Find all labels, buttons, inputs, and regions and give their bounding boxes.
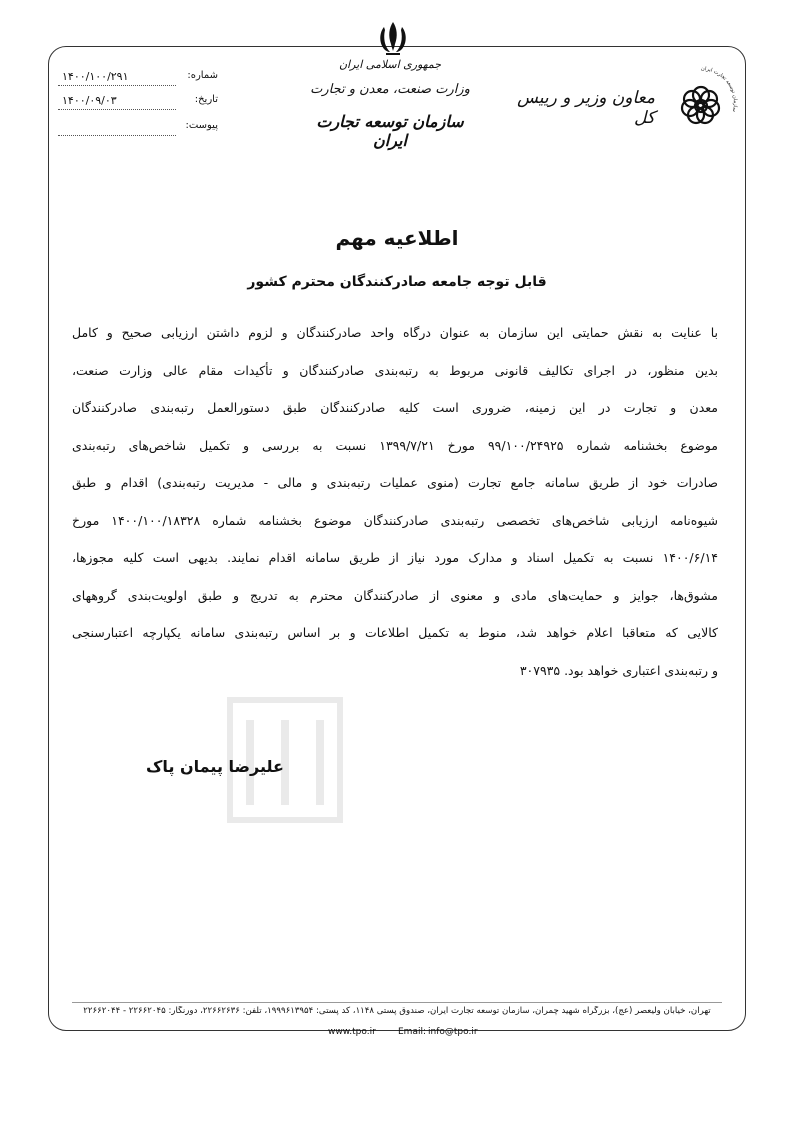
footer-email <box>398 1027 478 1037</box>
body-line: شیوه‌نامه ارزیابی شاخص‌های تخصصی رتبه‌بندی صادرکنندگان موضوع بخشنامه شماره ۱۴۰۰/۱۰۰/۱۸۳۲۸ مورخ <box>72 512 718 528</box>
letter-date-line <box>58 109 176 110</box>
signatory-name: علیرضا پیمان پاک <box>146 757 284 776</box>
letter-number-label: شماره: <box>187 70 218 81</box>
body-line: با عنایت به نقش حمایتی این سازمان به عنوان درگاه واحد صادرکنندگان و لزوم داشتن ارزیابی صحیح و کامل <box>72 325 718 340</box>
attachment-row <box>58 120 218 138</box>
body-line: کالایی که متعاقبا اعلام خواهد شد، منوط به تکمیل اطلاعات و بر اساس رتبه‌بندی سامانه یکپارچه اعتبارسنجی <box>72 625 718 640</box>
notice-body <box>72 320 718 695</box>
footer-website-link[interactable]: www.tpo.ir <box>328 1027 376 1037</box>
body-line: معدن و تجارت در این زمینه، ضروری است کلیه صادرکنندگان طبق دستورالعمل رتبه‌بندی صادرکنندگان <box>72 400 718 415</box>
body-line: و رتبه‌بندی اعتباری خواهد بود. ۳۰۷۹۳۵ <box>519 662 718 678</box>
body-line: مشوق‌ها، جوایز و حمایت‌های مادی و معنوی از صادرکنندگان محترم به تدریج و طبق اولویت‌بندی گروههای <box>72 587 718 603</box>
footer-email-link[interactable]: info@tpo.ir <box>428 1027 478 1037</box>
attachment-line <box>58 135 176 136</box>
body-line: ۱۴۰۰/۶/۱۴ نسبت به تکمیل اسناد و مدارک مورد نیاز از طریق سامانه اقدام نمایند. بدیهی است کلیه مجوزها، <box>72 550 718 565</box>
letter-number-line <box>58 85 176 86</box>
logo-ring-text: سازمان توسعه تجارت ایران <box>700 65 738 113</box>
body-line: صادرات خود از طریق سامانه جامع تجارت (منوی عملیات رتبه‌بندی و مالی - مدیریت رتبه‌بندی) اقدام و طبق <box>72 475 718 490</box>
country-heading: جمهوری اسلامی ایران <box>338 58 442 71</box>
letter-date-label: تاریخ: <box>194 94 218 105</box>
footer-address: تهران، خیابان ولیعصر (عج)، بزرگراه شهید چمران، سازمان توسعه تجارت ایران، صندوق پستی ۱۱۴۸، کد پستی: ۱۹۹۹۶۱۳۹۵۴، تلفن: ۲۲۶۶۲۶۳۶، دورنگار: ۲۲۶۶۲۰۴۵ - ۲۲۶۶۲۰۴۴ <box>83 1006 711 1016</box>
letter-number-row <box>58 70 218 88</box>
body-line: بدین منظور، در اجرای تکالیف قانونی مربوط به رتبه‌بندی صادرکنندگان و تأکیدات مقام عالی وزارت صنعت، <box>72 362 718 378</box>
deputy-title: معاون وزیر و رییس کل <box>517 88 655 128</box>
letter-number-value: ۱۴۰۰/۱۰۰/۲۹۱ <box>62 70 129 83</box>
body-line: موضوع بخشنامه شماره ۹۹/۱۰۰/۲۴۹۲۵ مورخ ۱۳۹۹/۷/۲۱ نسبت به بررسی و تکمیل شاخص‌های رتبه‌بندی <box>72 437 718 453</box>
ministry-heading: وزارت صنعت، معدن و تجارت <box>310 82 470 97</box>
tpo-logo-icon <box>660 62 742 144</box>
organization-heading: سازمان توسعه تجارت ایران <box>316 112 464 150</box>
footer-divider <box>72 1002 722 1003</box>
letter-date-value: ۱۴۰۰/۰۹/۰۳ <box>62 94 117 107</box>
iran-emblem-icon <box>372 18 414 60</box>
notice-title: اطلاعیه مهم <box>335 226 459 250</box>
notice-subtitle: قابل توجه جامعه صادرکنندگان محترم کشور <box>247 274 547 290</box>
attachment-label: پیوست: <box>185 120 218 131</box>
letter-date-row <box>58 94 218 112</box>
footer-email-label: Email: <box>398 1027 427 1037</box>
